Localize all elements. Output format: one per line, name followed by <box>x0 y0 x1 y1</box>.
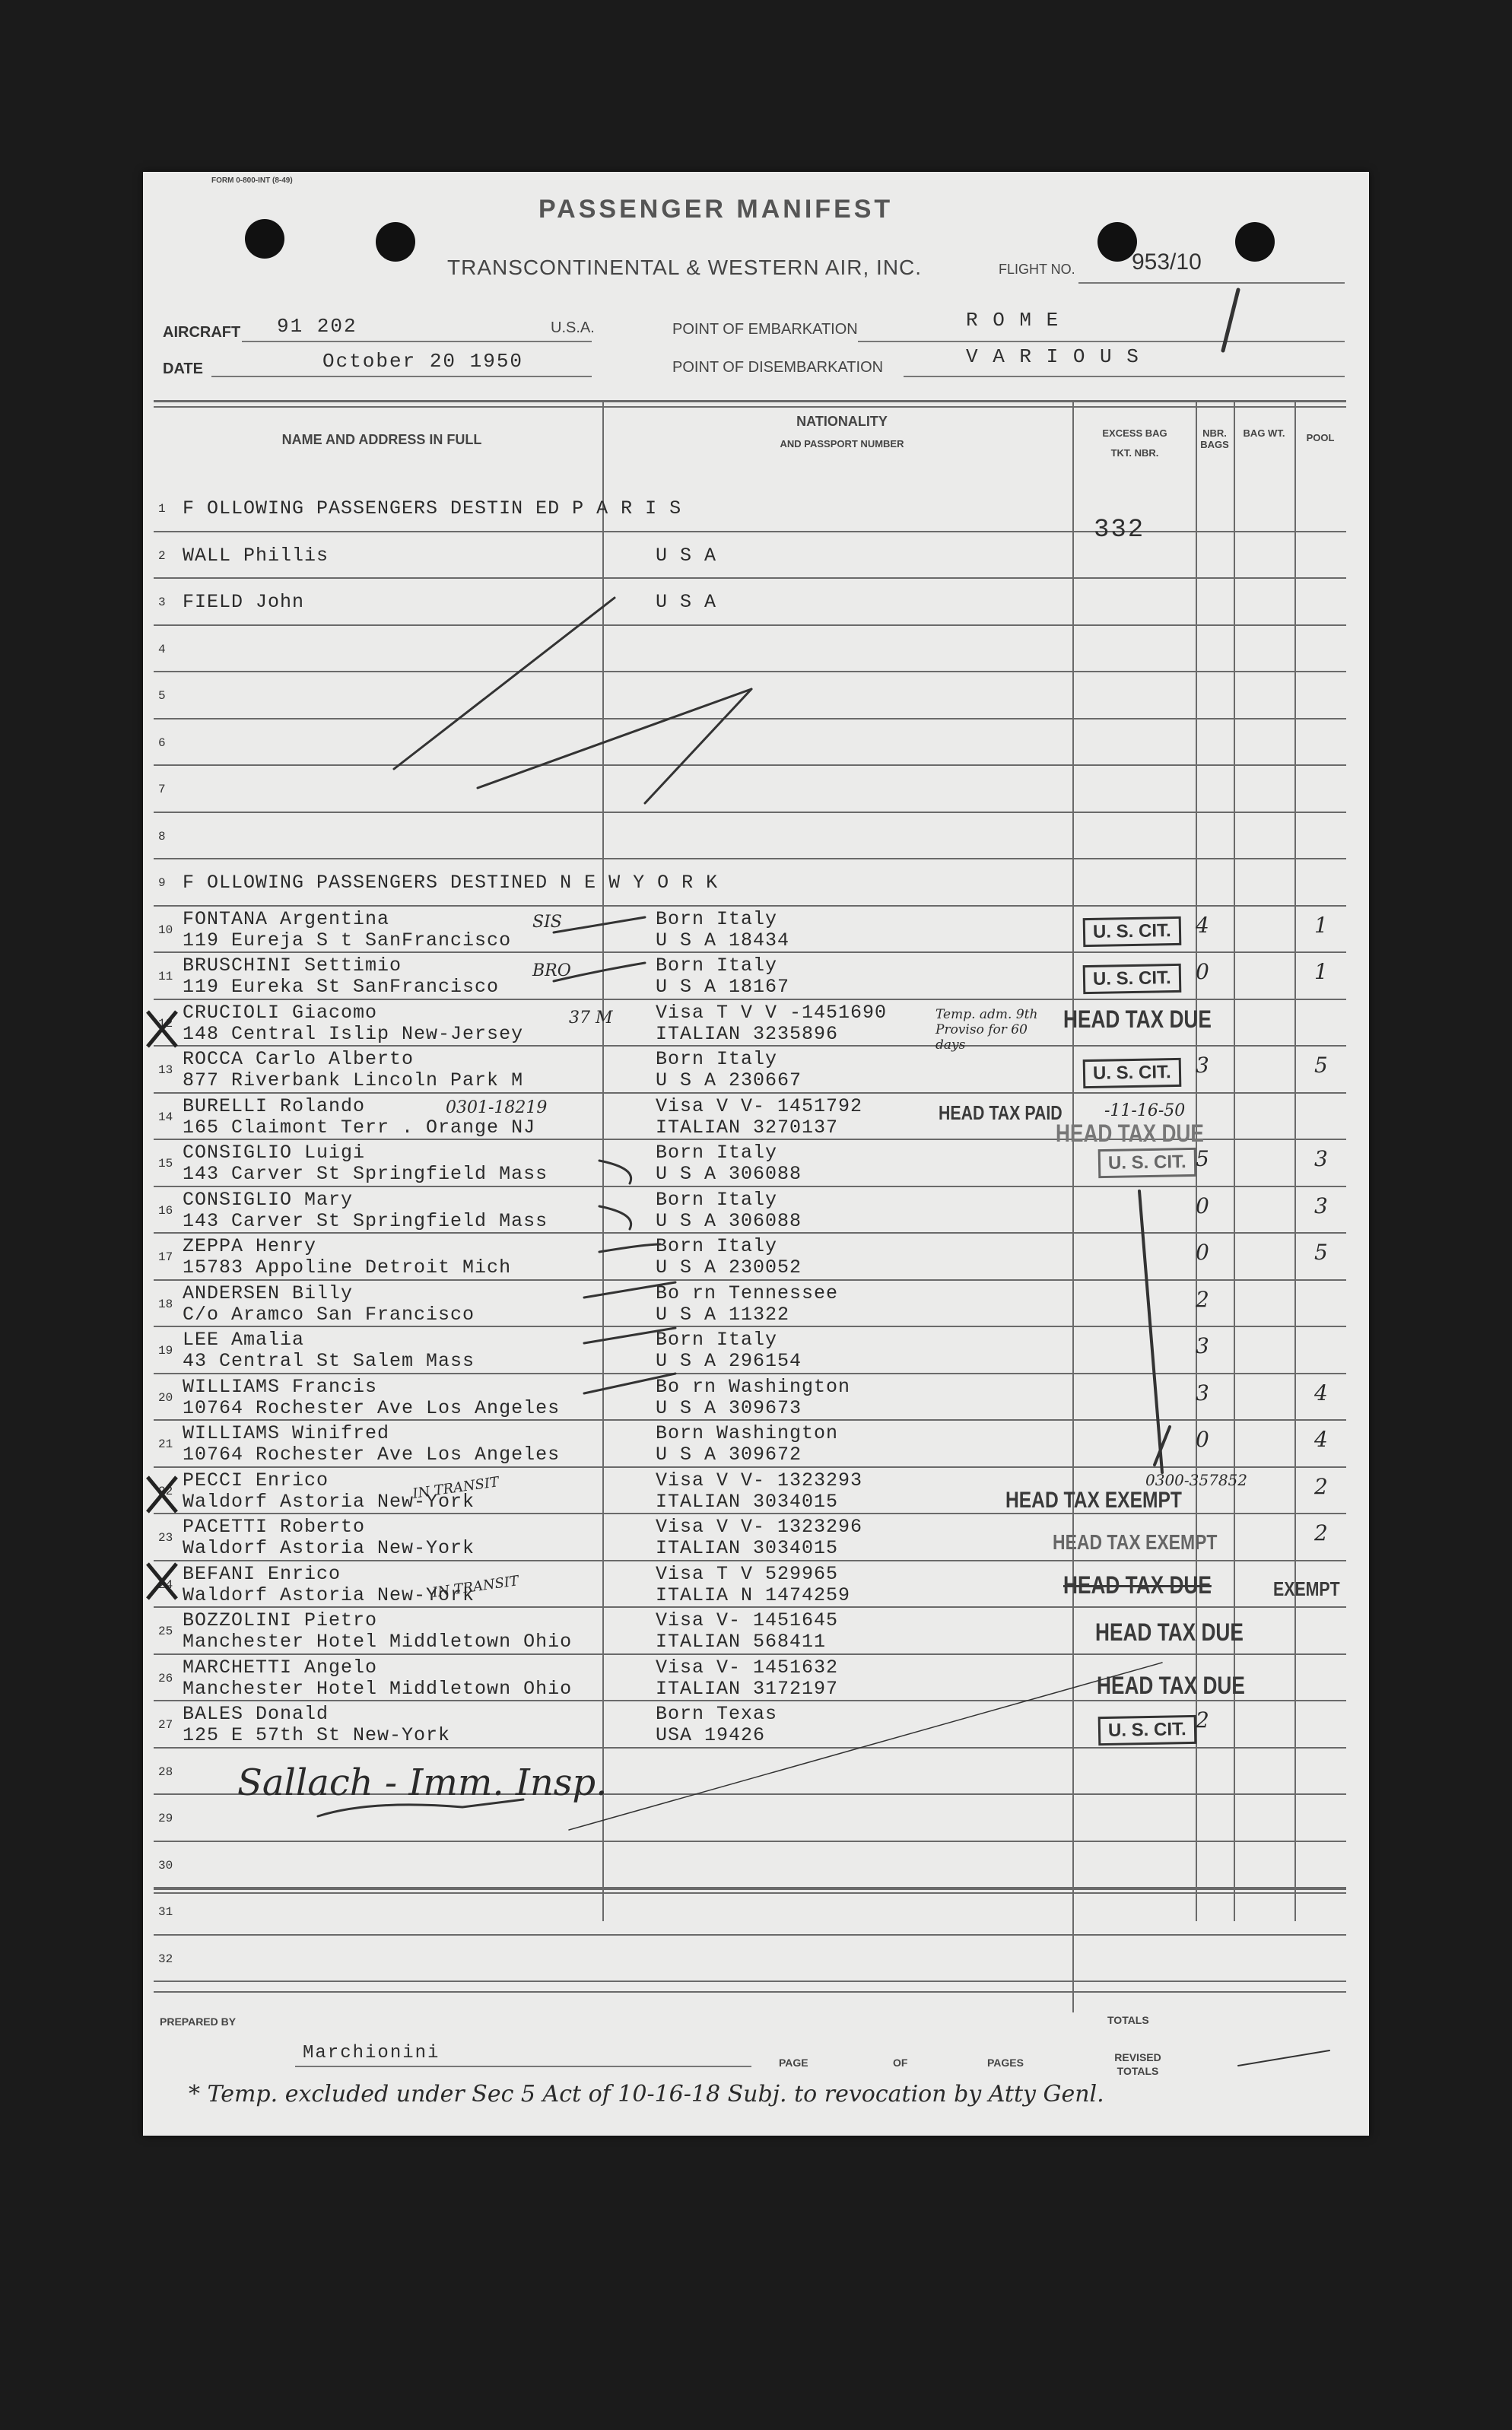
row-number: 31 <box>158 1905 173 1919</box>
nationality: Bo rn Washington <box>656 1375 851 1398</box>
passenger-name: ANDERSEN Billy <box>183 1282 354 1304</box>
row-number: 10 <box>158 923 173 937</box>
row-number: 7 <box>158 783 166 796</box>
nationality: U S A <box>656 591 717 613</box>
reference-note: 0301-18219 <box>446 1098 548 1117</box>
page-label: PAGE <box>779 2057 808 2069</box>
passenger-address: C/o Aramco San Francisco <box>183 1303 475 1326</box>
inspector-signature: Sallach - Imm. Insp. <box>237 1761 608 1804</box>
row-number: 22 <box>158 1484 173 1498</box>
nbr-bags-value: 3 <box>1196 1333 1209 1358</box>
nationality: Born Italy <box>656 1188 778 1211</box>
col-header-tkt-nbr: TKT. NBR. <box>1110 447 1159 459</box>
nationality: Bo rn Tennessee <box>656 1282 839 1304</box>
row-number: 27 <box>158 1718 173 1732</box>
aircraft-value: 91 202 <box>277 315 357 338</box>
passenger-name: WALL Phillis <box>183 544 329 567</box>
nbr-bags-value: 0 <box>1196 959 1209 984</box>
passenger-address: 148 Central Islip New-Jersey <box>183 1022 524 1045</box>
revised-totals-label: REVISED TOTALS <box>1114 2051 1161 2077</box>
nationality: Born Texas <box>656 1703 778 1725</box>
temp-admission-note: Temp. adm. 9th Proviso for 60 days <box>935 1007 1038 1053</box>
nationality: Visa T V 529965 <box>656 1562 839 1585</box>
passport-number: ITALIA N 1474259 <box>656 1583 851 1606</box>
passport-number: U S A 18434 <box>656 929 790 951</box>
sis-note: SIS <box>532 913 562 932</box>
aircraft-country: U.S.A. <box>551 319 595 336</box>
row-number: 26 <box>158 1671 173 1685</box>
pool-value: 2 <box>1314 1520 1328 1545</box>
passport-number: U S A 11322 <box>656 1303 790 1326</box>
row-number: 23 <box>158 1531 173 1545</box>
row-number: 21 <box>158 1437 173 1451</box>
passport-number: ITALIAN 3270137 <box>656 1116 839 1139</box>
nationality: U S A <box>656 544 717 567</box>
passport-number: USA 19426 <box>656 1724 766 1746</box>
nationality: Born Washington <box>656 1422 839 1444</box>
nbr-bags-value: 0 <box>1196 1427 1209 1452</box>
col-header-pool: POOL <box>1306 432 1335 443</box>
col-header-bag-wt: BAG WT. <box>1243 427 1285 439</box>
embarkation-label: POINT OF EMBARKATION <box>672 321 858 338</box>
passport-number: ITALIAN 568411 <box>656 1631 827 1653</box>
nbr-bags-value: 5 <box>1196 1146 1209 1171</box>
reference-note: 0300-357852 <box>1145 1471 1248 1489</box>
pool-value: 1 <box>1314 912 1328 938</box>
nationality: Born Italy <box>656 1329 778 1351</box>
totals-label: TOTALS <box>1107 2014 1149 2026</box>
in-transit-note: IN TRANSIT <box>411 1474 500 1502</box>
flight-number: 953/10 <box>1132 249 1202 275</box>
prepared-by-value: Marchionini <box>303 2043 440 2063</box>
passenger-name: ROCCA Carlo Alberto <box>183 1048 415 1070</box>
head-tax-due-stamp: HEAD TAX DUE <box>1097 1672 1245 1699</box>
passenger-name: PACETTI Roberto <box>183 1516 366 1538</box>
passport-number: ITALIAN 3235896 <box>656 1022 839 1045</box>
of-label: OF <box>893 2057 908 2069</box>
row-number: 24 <box>158 1577 173 1592</box>
passenger-address: 43 Central St Salem Mass <box>183 1350 475 1372</box>
prepared-by-label: PREPARED BY <box>160 2015 237 2028</box>
disembarkation-label: POINT OF DISEMBARKATION <box>672 359 884 376</box>
col-header-nationality: NATIONALITY <box>796 414 888 429</box>
handwritten-marks <box>143 172 1369 2136</box>
date-label: DATE <box>163 361 203 377</box>
nationality: Visa T V V -1451690 <box>656 1001 888 1024</box>
nationality: Visa V- 1451645 <box>656 1609 839 1631</box>
manifest-page <box>143 172 1369 2136</box>
pool-value: 3 <box>1314 1193 1328 1218</box>
nationality: Visa V V- 1323296 <box>656 1516 863 1538</box>
nationality: Born Italy <box>656 907 778 930</box>
aircraft-label: AIRCRAFT <box>163 324 241 341</box>
passenger-name: WILLIAMS Francis <box>183 1375 378 1398</box>
passenger-address: 143 Carver St Springfield Mass <box>183 1163 548 1185</box>
flight-label: FLIGHT NO. <box>999 262 1075 277</box>
bro-note: BRO <box>532 961 571 980</box>
head-tax-due-stamp: HEAD TAX DUE <box>1063 1005 1212 1033</box>
passport-number: U S A 309673 <box>656 1396 802 1419</box>
nbr-bags-value: 2 <box>1196 1286 1209 1312</box>
passenger-address: 10764 Rochester Ave Los Angeles <box>183 1444 561 1466</box>
passenger-address: 125 E 57th St New-York <box>183 1724 451 1746</box>
disembarkation-value: V A R I O U S <box>966 345 1140 368</box>
row-number: 12 <box>158 1016 173 1031</box>
head-tax-due-stamp: HEAD TAX DUE <box>1056 1120 1204 1147</box>
form-number: FORM 0-800-INT (8-49) <box>211 176 293 185</box>
pool-value: 4 <box>1314 1380 1328 1406</box>
passport-number: U S A 18167 <box>656 976 790 998</box>
passenger-address: 143 Carver St Springfield Mass <box>183 1209 548 1232</box>
head-tax-exempt-stamp: HEAD TAX EXEMPT <box>1053 1530 1218 1554</box>
nationality: Born Italy <box>656 1235 778 1257</box>
date-value: October 20 1950 <box>322 350 524 373</box>
passenger-address: 15783 Appoline Detroit Mich <box>183 1256 512 1279</box>
row-number: 3 <box>158 596 166 609</box>
embarkation-value: R O M E <box>966 309 1060 332</box>
excess-ticket-number: 332 <box>1094 516 1145 545</box>
nationality: Born Italy <box>656 1048 778 1070</box>
passenger-name: BURELLI Rolando <box>183 1094 366 1117</box>
row-number: 4 <box>158 642 166 656</box>
col-header-nbr-bags: NBR. BAGS <box>1200 427 1229 450</box>
row-number: 9 <box>158 876 166 890</box>
col-header-passport: AND PASSPORT NUMBER <box>780 438 904 449</box>
us-cit-stamp: U. S. CIT. <box>1083 1058 1181 1088</box>
row-number: 6 <box>158 735 166 750</box>
pool-value: 4 <box>1314 1427 1328 1452</box>
us-cit-stamp: U. S. CIT. <box>1083 916 1181 947</box>
passport-number: U S A 306088 <box>656 1209 802 1232</box>
pool-value: 5 <box>1314 1240 1328 1265</box>
passenger-address: Waldorf Astoria New-York <box>183 1537 475 1559</box>
us-cit-stamp: U. S. CIT. <box>1098 1148 1196 1178</box>
passenger-address: 119 Eureja S t SanFrancisco <box>183 929 512 951</box>
paid-date-note: -11-16-50 <box>1104 1101 1186 1120</box>
nationality: Born Italy <box>656 955 778 977</box>
col-header-name: NAME AND ADDRESS IN FULL <box>281 432 482 447</box>
passenger-address: 119 Eureka St SanFrancisco <box>183 976 500 998</box>
nationality: Born Italy <box>656 1142 778 1164</box>
pool-value: 5 <box>1314 1053 1328 1078</box>
row-number: 11 <box>158 970 173 983</box>
passport-number: U S A 309672 <box>656 1444 802 1466</box>
row-number: 15 <box>158 1157 173 1171</box>
nbr-bags-value: 0 <box>1196 1240 1209 1265</box>
head-tax-due-stamp: HEAD TAX DUE <box>1095 1618 1244 1646</box>
passport-number: ITALIAN 3034015 <box>656 1490 839 1513</box>
passenger-name: F OLLOWING PASSENGERS DESTINED N E W Y O R K <box>183 872 719 894</box>
passenger-name: CRUCIOLI Giacomo <box>183 1001 378 1024</box>
passenger-address: Manchester Hotel Middletown Ohio <box>183 1677 573 1700</box>
nbr-bags-value: 0 <box>1196 1193 1209 1218</box>
head-tax-paid-stamp: HEAD TAX PAID <box>939 1101 1063 1124</box>
passport-number: ITALIAN 3172197 <box>656 1677 839 1700</box>
passport-number: ITALIAN 3034015 <box>656 1537 839 1559</box>
passenger-address: Waldorf Astoria New-York <box>183 1583 475 1606</box>
passenger-name: MARCHETTI Angelo <box>183 1656 378 1679</box>
row-number: 30 <box>158 1858 173 1873</box>
passenger-address: 877 Riverbank Lincoln Park M <box>183 1069 524 1091</box>
passenger-name: BRUSCHINI Settimio <box>183 955 402 977</box>
passenger-name: LEE Amalia <box>183 1329 305 1351</box>
footnote: * Temp. excluded under Sec 5 Act of 10-16-18 Subj. to revocation by Atty Genl. <box>189 2081 1104 2108</box>
row-number: 18 <box>158 1297 173 1311</box>
nbr-bags-value: 3 <box>1196 1053 1209 1078</box>
passport-number: U S A 230667 <box>656 1069 802 1091</box>
row-number: 28 <box>158 1765 173 1779</box>
row-number: 25 <box>158 1625 173 1638</box>
us-cit-stamp: U. S. CIT. <box>1083 964 1181 994</box>
row-number: 5 <box>158 689 166 703</box>
row-number: 19 <box>158 1344 173 1358</box>
passenger-name: WILLIAMS Winifred <box>183 1422 390 1444</box>
passport-number: U S A 230052 <box>656 1256 802 1279</box>
nationality: Visa V- 1451632 <box>656 1656 839 1679</box>
passenger-name: F OLLOWING PASSENGERS DESTIN ED P A R I S <box>183 497 682 519</box>
nbr-bags-value: 4 <box>1196 912 1209 938</box>
passenger-address: Manchester Hotel Middletown Ohio <box>183 1631 573 1653</box>
passenger-name: CONSIGLIO Luigi <box>183 1142 366 1164</box>
nationality: Visa V V- 1451792 <box>656 1094 863 1117</box>
passenger-address: Waldorf Astoria New-York <box>183 1490 475 1513</box>
col-header-excess-bag: EXCESS BAG <box>1102 427 1167 439</box>
passenger-name: ZEPPA Henry <box>183 1235 317 1257</box>
in-transit-note: IN TRANSIT <box>431 1573 520 1601</box>
company-name: TRANSCONTINENTAL & WESTERN AIR, INC. <box>447 256 923 279</box>
row-number: 2 <box>158 548 166 563</box>
head-tax-exempt-stamp: HEAD TAX EXEMPT <box>1005 1488 1182 1513</box>
age-sex-note: 37 M <box>569 1009 613 1028</box>
passenger-name: FIELD John <box>183 591 305 613</box>
nbr-bags-value: 3 <box>1196 1380 1209 1406</box>
row-number: 8 <box>158 829 166 843</box>
pool-value: 3 <box>1314 1146 1328 1171</box>
manifest-title: PASSENGER MANIFEST <box>538 195 894 224</box>
row-number: 1 <box>158 502 166 516</box>
pool-value: 1 <box>1314 959 1328 984</box>
passenger-name: BOZZOLINI Pietro <box>183 1609 378 1631</box>
row-number: 17 <box>158 1250 173 1264</box>
passenger-name: PECCI Enrico <box>183 1469 329 1491</box>
row-number: 13 <box>158 1063 173 1077</box>
passport-number: U S A 296154 <box>656 1350 802 1372</box>
passenger-address: 165 Claimont Terr . Orange NJ <box>183 1116 536 1139</box>
passenger-address: 10764 Rochester Ave Los Angeles <box>183 1396 561 1419</box>
nationality: Visa V V- 1323293 <box>656 1469 863 1491</box>
passenger-name: BEFANI Enrico <box>183 1562 341 1585</box>
us-cit-stamp: U. S. CIT. <box>1098 1715 1196 1745</box>
passenger-name: FONTANA Argentina <box>183 907 390 930</box>
row-number: 32 <box>158 1952 173 1966</box>
pages-label: PAGES <box>987 2057 1024 2069</box>
row-number: 16 <box>158 1203 173 1218</box>
row-number: 14 <box>158 1110 173 1124</box>
row-number: 29 <box>158 1812 173 1825</box>
passenger-name: CONSIGLIO Mary <box>183 1188 354 1211</box>
pool-value: 2 <box>1314 1473 1328 1499</box>
passenger-name: BALES Donald <box>183 1703 329 1725</box>
row-number: 20 <box>158 1390 173 1405</box>
head-tax-due-stamp: HEAD TAX DUE <box>1063 1571 1212 1599</box>
nbr-bags-value: 2 <box>1196 1707 1209 1733</box>
passport-number: U S A 306088 <box>656 1163 802 1185</box>
exempt-stamp: EXEMPT <box>1273 1577 1340 1600</box>
